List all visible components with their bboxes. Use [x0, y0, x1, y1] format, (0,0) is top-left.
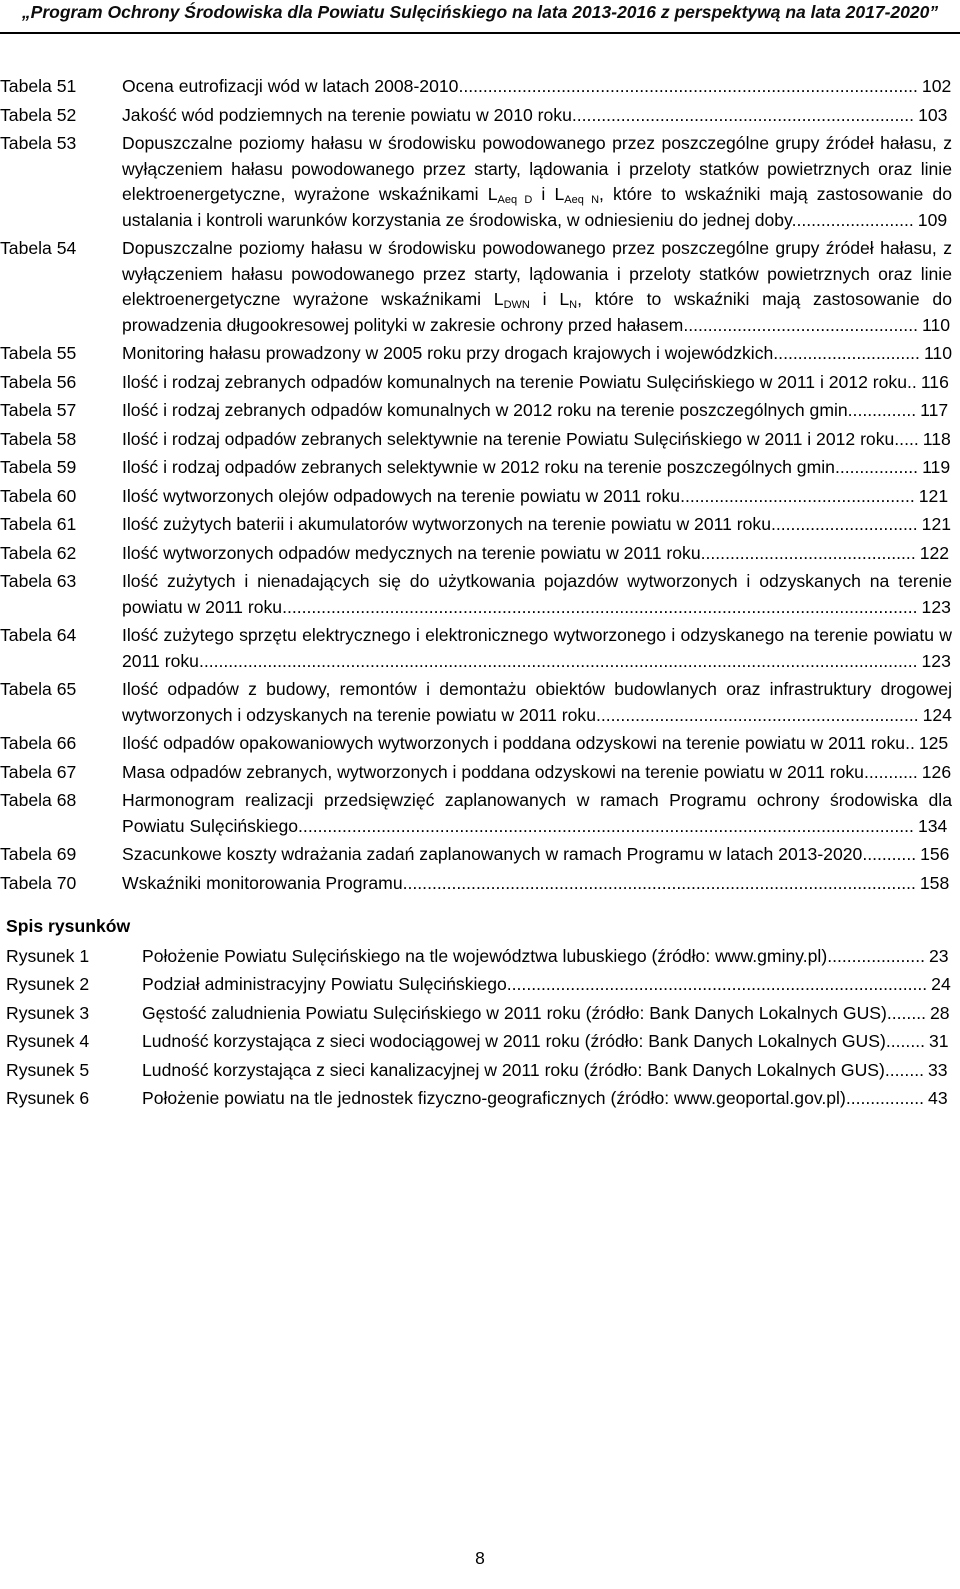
figure-entry[interactable]: [6, 1029, 952, 1055]
table-title-text: Jakość wód podziemnych na terenie powiatu w 2010 roku: [122, 104, 572, 125]
subscript: N: [569, 299, 578, 311]
leader-dots: ......................................................................: [571, 104, 915, 125]
figure-label: Rysunek 3: [6, 1002, 90, 1023]
table-entry[interactable]: [0, 760, 952, 786]
table-title: [122, 131, 952, 233]
table-entry[interactable]: [0, 74, 952, 100]
table-title: [122, 74, 952, 100]
leader-dots: ......................................................................................: [506, 974, 928, 994]
figure-title: [142, 972, 952, 998]
figure-page-number: 33: [927, 1059, 948, 1080]
figure-label: Rysunek 6: [6, 1088, 90, 1108]
table-title: [122, 760, 952, 786]
table-label: Tabela 52: [0, 104, 77, 125]
table-page-number: 110: [921, 314, 951, 335]
figure-entry[interactable]: [6, 972, 952, 998]
table-entry[interactable]: [0, 484, 952, 510]
leader-dots: .................: [834, 457, 919, 477]
leader-dots: ..............: [847, 400, 917, 420]
table-entry[interactable]: [0, 788, 952, 839]
table-title: [122, 370, 952, 396]
table-entry[interactable]: [0, 842, 952, 868]
table-label: Tabela 63: [0, 571, 77, 591]
table-title: [122, 731, 952, 757]
table-page-number: 109: [917, 209, 948, 230]
table-label: Tabela 57: [0, 400, 77, 420]
table-page-number: 118: [922, 428, 951, 449]
table-title-text: Ilość odpadów z budowy, remontów i demontażu obiektów budowlanych oraz infrastruktury drogowej wytworzonych i odzyskanych na terenie powiatu w 2011 roku.: [122, 679, 952, 725]
table-page-number: 116: [920, 371, 949, 392]
table-page-number: 117: [920, 400, 949, 420]
figure-entry[interactable]: [6, 1058, 952, 1084]
leader-dots: ...........: [862, 844, 917, 864]
figure-title: [142, 1058, 952, 1084]
figures-section-title: Spis rysunków: [6, 916, 131, 936]
leader-dots: ..: [907, 371, 917, 392]
table-title: [122, 427, 952, 453]
table-label: Tabela 66: [0, 733, 77, 753]
table-title-text: Ilość odpadów opakowaniowych wytworzonych i poddana odzyskowi na terenie powiatu w 2011 roku: [122, 733, 906, 753]
table-label: Tabela 55: [0, 343, 77, 363]
table-title-text: Ilość zużytych i nienadających się do użytkowania pojazdów wytworzonych i odzyskanych na terenie powiatu w 2011 roku: [122, 571, 952, 617]
table-page-number: 119: [922, 457, 951, 477]
page-number: 8: [475, 1548, 485, 1568]
table-title-text: Ilość i rodzaj zebranych odpadów komunalnych w 2012 roku na terenie poszczególnych gmin: [122, 400, 848, 420]
table-entry[interactable]: [0, 341, 952, 367]
table-label: Tabela 56: [0, 371, 77, 392]
table-page-number: 110: [923, 343, 953, 363]
table-title-text: Ilość i rodzaj odpadów zebranych selektywnie na terenie Powiatu Sulęcińskiego w 2011 i 2012 roku: [122, 428, 895, 449]
table-label: Tabela 65: [0, 679, 77, 699]
figure-page-number: 28: [929, 1002, 950, 1023]
table-label: Tabela 70: [0, 872, 77, 893]
table-page-number: 124: [922, 704, 952, 725]
figure-title: [142, 944, 952, 970]
table-page-number: 156: [920, 844, 950, 864]
figure-title-text: Gęstość zaludnienia Powiatu Sulęcińskiego w 2011 roku (źródło: Bank Danych Lokalnych GUS): [142, 1002, 887, 1023]
table-title: [122, 512, 952, 538]
leader-dots: ................................................: [680, 485, 915, 506]
list-of-tables: [0, 74, 952, 896]
figure-title-text: Położenie Powiatu Sulęcińskiego na tle województwa lubuskiego (źródło: www.gminy.pl): [142, 945, 828, 966]
table-label: Tabela 67: [0, 761, 77, 782]
table-label: Tabela 61: [0, 514, 77, 534]
leader-dots: ..: [905, 733, 915, 753]
table-label: Tabela 60: [0, 485, 77, 506]
table-title: [122, 842, 952, 868]
table-title-text: Ocena eutrofizacji wód w latach 2008-2010: [122, 76, 459, 96]
table-title: [122, 103, 952, 129]
list-of-figures: [6, 944, 952, 1112]
figure-label: Rysunek 5: [6, 1059, 90, 1080]
table-title: [122, 484, 952, 510]
table-title-text: Dopuszczalne poziomy hałasu w środowisku powodowanego przez poszczególne grupy źródeł hałasu, z wyłączeniem hałasu powodowanego przez starty, lądowania i przeloty statków powietrznych oraz linie elektroenergetyczne, wyrażone wskaźnikami L: [122, 133, 952, 204]
table-page-number: 121: [918, 485, 949, 506]
leader-dots: ................................................: [683, 314, 918, 335]
table-entry[interactable]: [0, 677, 952, 728]
table-page-number: 123: [921, 650, 951, 671]
leader-dots: ........: [885, 1031, 925, 1051]
leader-dots: ............................................: [700, 542, 916, 563]
table-label: Tabela 58: [0, 428, 77, 449]
figure-entry[interactable]: [6, 944, 952, 970]
leader-dots: ..............................................................................................................................: [298, 815, 914, 836]
table-page-number: 134: [917, 815, 948, 836]
figure-page-number: 24: [931, 974, 951, 994]
table-page-number: 126: [921, 761, 952, 782]
leader-dots: ........: [884, 1059, 924, 1080]
figure-title-text: Podział administracyjny Powiatu Sulęcińskiego: [142, 974, 507, 994]
figure-title-text: Ludność korzystająca z sieci kanalizacyjnej w 2011 roku (źródło: Bank Danych Lokalnych GUS): [142, 1059, 885, 1080]
leader-dots: .........................................................................................................: [402, 872, 916, 893]
table-title-text: Monitoring hałasu prowadzony w 2005 roku przy drogach krajowych i wojewódzkich: [122, 343, 774, 363]
figure-title: [142, 1001, 952, 1027]
subscript: Aeq N: [564, 194, 600, 206]
table-title: [122, 569, 952, 620]
table-title: [122, 871, 952, 897]
leader-dots: ..............................................................................................: [458, 76, 918, 96]
table-title-text: Wskaźniki monitorowania Programu: [122, 872, 403, 893]
table-title: [122, 236, 952, 338]
table-title-text: , które to wskaźniki mają zastosowanie do prowadzenia długookresowej polityki w zakresie ochrony przed hałasem: [122, 289, 952, 335]
table-title: [122, 541, 952, 567]
table-of-contents: [0, 74, 952, 1115]
figure-title-text: Położenie powiatu na tle jednostek fizyczno-geograficznych (źródło: www.geoportal.gov.pl): [142, 1088, 846, 1108]
table-entry[interactable]: [0, 370, 952, 396]
table-page-number: 103: [918, 104, 948, 125]
table-title: [122, 677, 952, 728]
subscript: DWN: [503, 299, 530, 311]
figure-label: Rysunek 1: [6, 945, 90, 966]
table-title-text: Ilość wytworzonych olejów odpadowych na terenie powiatu w 2011 roku: [122, 485, 681, 506]
leader-dots: .................................................................: [600, 704, 919, 725]
figure-page-number: 23: [928, 945, 949, 966]
figure-page-number: 31: [928, 1031, 949, 1051]
table-title-text: Szacunkowe koszty wdrażania zadań zaplanowanych w ramach Programu w latach 2013-2020: [122, 844, 863, 864]
figure-label: Rysunek 4: [6, 1031, 90, 1051]
table-entry[interactable]: [0, 427, 952, 453]
table-title-text: i L: [529, 289, 570, 309]
leader-dots: ................: [845, 1088, 925, 1108]
figure-title-text: Ludność korzystająca z sieci wodociągowej w 2011 roku (źródło: Bank Danych Lokalnych GUS): [142, 1031, 886, 1051]
table-title-text: Masa odpadów zebranych, wytworzonych i poddana odzyskowi na terenie powiatu w 2011 roku: [122, 761, 864, 782]
table-title-text: Ilość i rodzaj zebranych odpadów komunalnych na terenie Powiatu Sulęcińskiego w 2011 i 2012 roku: [122, 371, 908, 392]
figure-entry[interactable]: [6, 1086, 952, 1112]
table-title-text: Ilość zużytego sprzętu elektrycznego i elektronicznego wytworzonego i odzyskanego na terenie powiatu w 2011 roku: [122, 625, 952, 671]
table-entry[interactable]: [0, 398, 952, 424]
table-title: [122, 788, 952, 839]
table-entry[interactable]: [0, 131, 952, 233]
table-entry[interactable]: [0, 236, 952, 338]
leader-dots: ..................................................................................................................................: [282, 596, 918, 617]
table-page-number: 121: [921, 514, 952, 534]
table-page-number: 125: [918, 733, 949, 753]
subscript: Aeq D: [497, 194, 533, 206]
figure-title: [142, 1086, 952, 1112]
table-entry[interactable]: [0, 103, 952, 129]
table-title-text: Ilość zużytych baterii i akumulatorów wytworzonych na terenie powiatu w 2011 roku: [122, 514, 771, 534]
table-entry[interactable]: [0, 541, 952, 567]
table-title-text: Ilość wytworzonych odpadów medycznych na terenie powiatu w 2011 roku: [122, 542, 701, 563]
figure-title: [142, 1029, 952, 1055]
leader-dots: ....................: [827, 945, 925, 966]
table-page-number: 102: [921, 76, 952, 96]
table-entry[interactable]: [0, 455, 952, 481]
figure-entry[interactable]: [6, 1001, 952, 1027]
table-label: Tabela 68: [0, 790, 77, 810]
table-title: [122, 623, 952, 674]
table-entry[interactable]: [0, 623, 952, 674]
table-label: Tabela 64: [0, 625, 77, 645]
figure-page-number: 43: [928, 1088, 948, 1108]
table-title-text: Harmonogram realizacji przedsięwzięć zaplanowanych w ramach Programu ochrony środowiska dla Powiatu Sulęcińskiego: [122, 790, 952, 836]
table-page-number: 122: [919, 542, 950, 563]
leader-dots: .........................: [791, 209, 914, 230]
table-title-text: , które to wskaźniki mają zastosowanie do ustalania i kontroli warunków korzystania ze środowiska, w odniesieniu do jednej doby: [122, 184, 953, 230]
table-entry[interactable]: [0, 512, 952, 538]
table-title-text: i L: [532, 184, 565, 204]
table-page-number: 158: [919, 872, 950, 893]
figure-label: Rysunek 2: [6, 974, 90, 994]
table-entry[interactable]: [0, 871, 952, 897]
header-rule: [0, 32, 960, 34]
table-title: [122, 341, 952, 367]
leader-dots: ..............................: [771, 514, 918, 534]
table-entry[interactable]: [0, 569, 952, 620]
table-label: Tabela 62: [0, 542, 77, 563]
table-title-text: Dopuszczalne poziomy hałasu w środowisku powodowanego przez poszczególne grupy źródeł hałasu, z wyłączeniem hałasu powodowanego przez starty, lądowania i przeloty statków powietrznych oraz linie elektroenergetyczne wyrażone wskaźnikami L: [122, 238, 952, 309]
table-label: Tabela 54: [0, 238, 77, 258]
table-title-text: Ilość i rodzaj odpadów zebranych selektywnie w 2012 roku na terenie poszczególnych gmin: [122, 457, 835, 477]
table-label: Tabela 69: [0, 844, 77, 864]
leader-dots: ........: [886, 1002, 926, 1023]
leader-dots: ...................................................................................................................................................: [198, 650, 918, 671]
table-title: [122, 398, 952, 424]
table-label: Tabela 59: [0, 457, 77, 477]
leader-dots: .....: [894, 428, 919, 449]
running-header: „Program Ochrony Środowiska dla Powiatu Sulęcińskiego na lata 2013-2016 z perspektywą na lata 2017-2020”: [21, 2, 939, 22]
leader-dots: ...........: [863, 761, 918, 782]
table-page-number: 123: [921, 596, 951, 617]
table-label: Tabela 51: [0, 76, 77, 96]
table-title: [122, 455, 952, 481]
table-label: Tabela 53: [0, 133, 77, 153]
table-entry[interactable]: [0, 731, 952, 757]
leader-dots: ..............................: [773, 343, 920, 363]
